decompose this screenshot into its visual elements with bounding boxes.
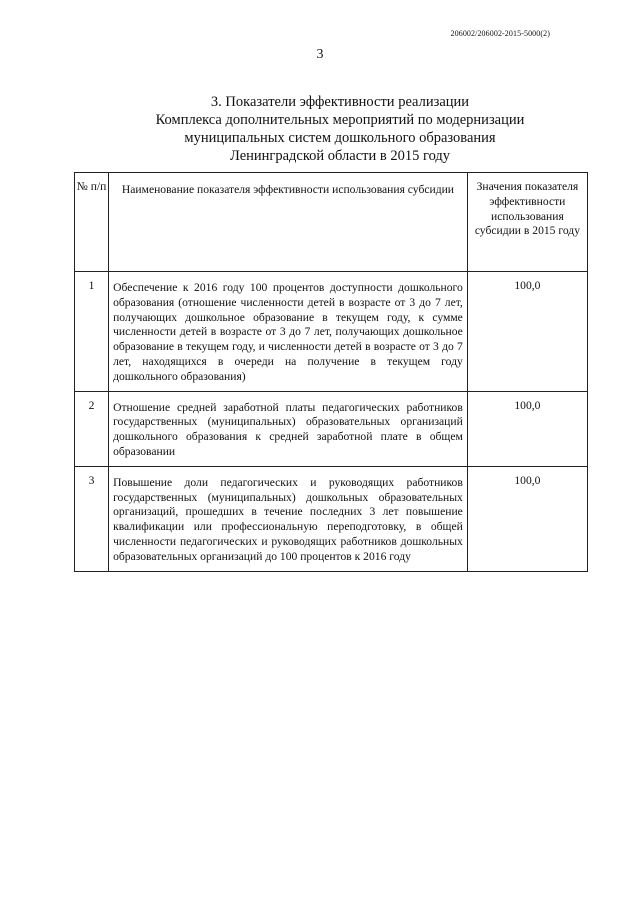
column-header-number: № п/п [75,173,109,272]
indicator-name: Повышение доли педагогических и руководящих работников государственных (муниципальных) дошкольных образовательных организаций, прошедших в течение последних 3 лет повышение квалификации или профессиональную переподготовку, в общей численности педагогических и руководящих работников дошкольных образовательных организаций до 100 процентов к 2016 году [109,466,468,571]
indicator-value: 100,0 [467,272,587,392]
title-line: 3. Показатели эффективности реализации [210,94,470,110]
table-row [75,272,588,392]
column-header-name: Наименование показателя эффективности использования субсидии [109,173,468,272]
page-number: 3 [316,47,324,62]
table-header-row [75,173,588,272]
table-row [75,391,588,466]
indicator-value: 100,0 [467,466,587,571]
document-id: 206002/206002-2015-5000(2) [450,29,550,38]
indicator-name: Отношение средней заработной платы педагогических работников государственных (муниципальных) образовательных организаций дошкольного образования к средней заработной плате в общем образовании [109,391,468,466]
row-number: 3 [75,466,109,571]
column-header-value: Значения показателя эффективности использования субсидии в 2015 году [467,173,587,272]
row-number: 1 [75,272,109,392]
section-title [90,93,590,165]
row-number: 2 [75,391,109,466]
indicator-value: 100,0 [467,391,587,466]
title-line: Ленинградской области в 2015 году [229,148,451,164]
title-line: муниципальных систем дошкольного образования [184,130,496,146]
indicators-table [74,172,588,572]
table-row [75,466,588,571]
indicator-name: Обеспечение к 2016 году 100 процентов доступности дошкольного образования (отношение численности детей в возрасте от 3 до 7 лет, получающих дошкольное образование в текущем году, к сумме численности детей в возрасте от 3 до 7 лет, получающих дошкольное образование в текущем году, и численности детей в возрасте от 3 до 7 лет, находящихся в очереди на получение в текущем году дошкольного образования) [109,272,468,392]
title-line: Комплекса дополнительных мероприятий по модернизации [155,112,525,128]
